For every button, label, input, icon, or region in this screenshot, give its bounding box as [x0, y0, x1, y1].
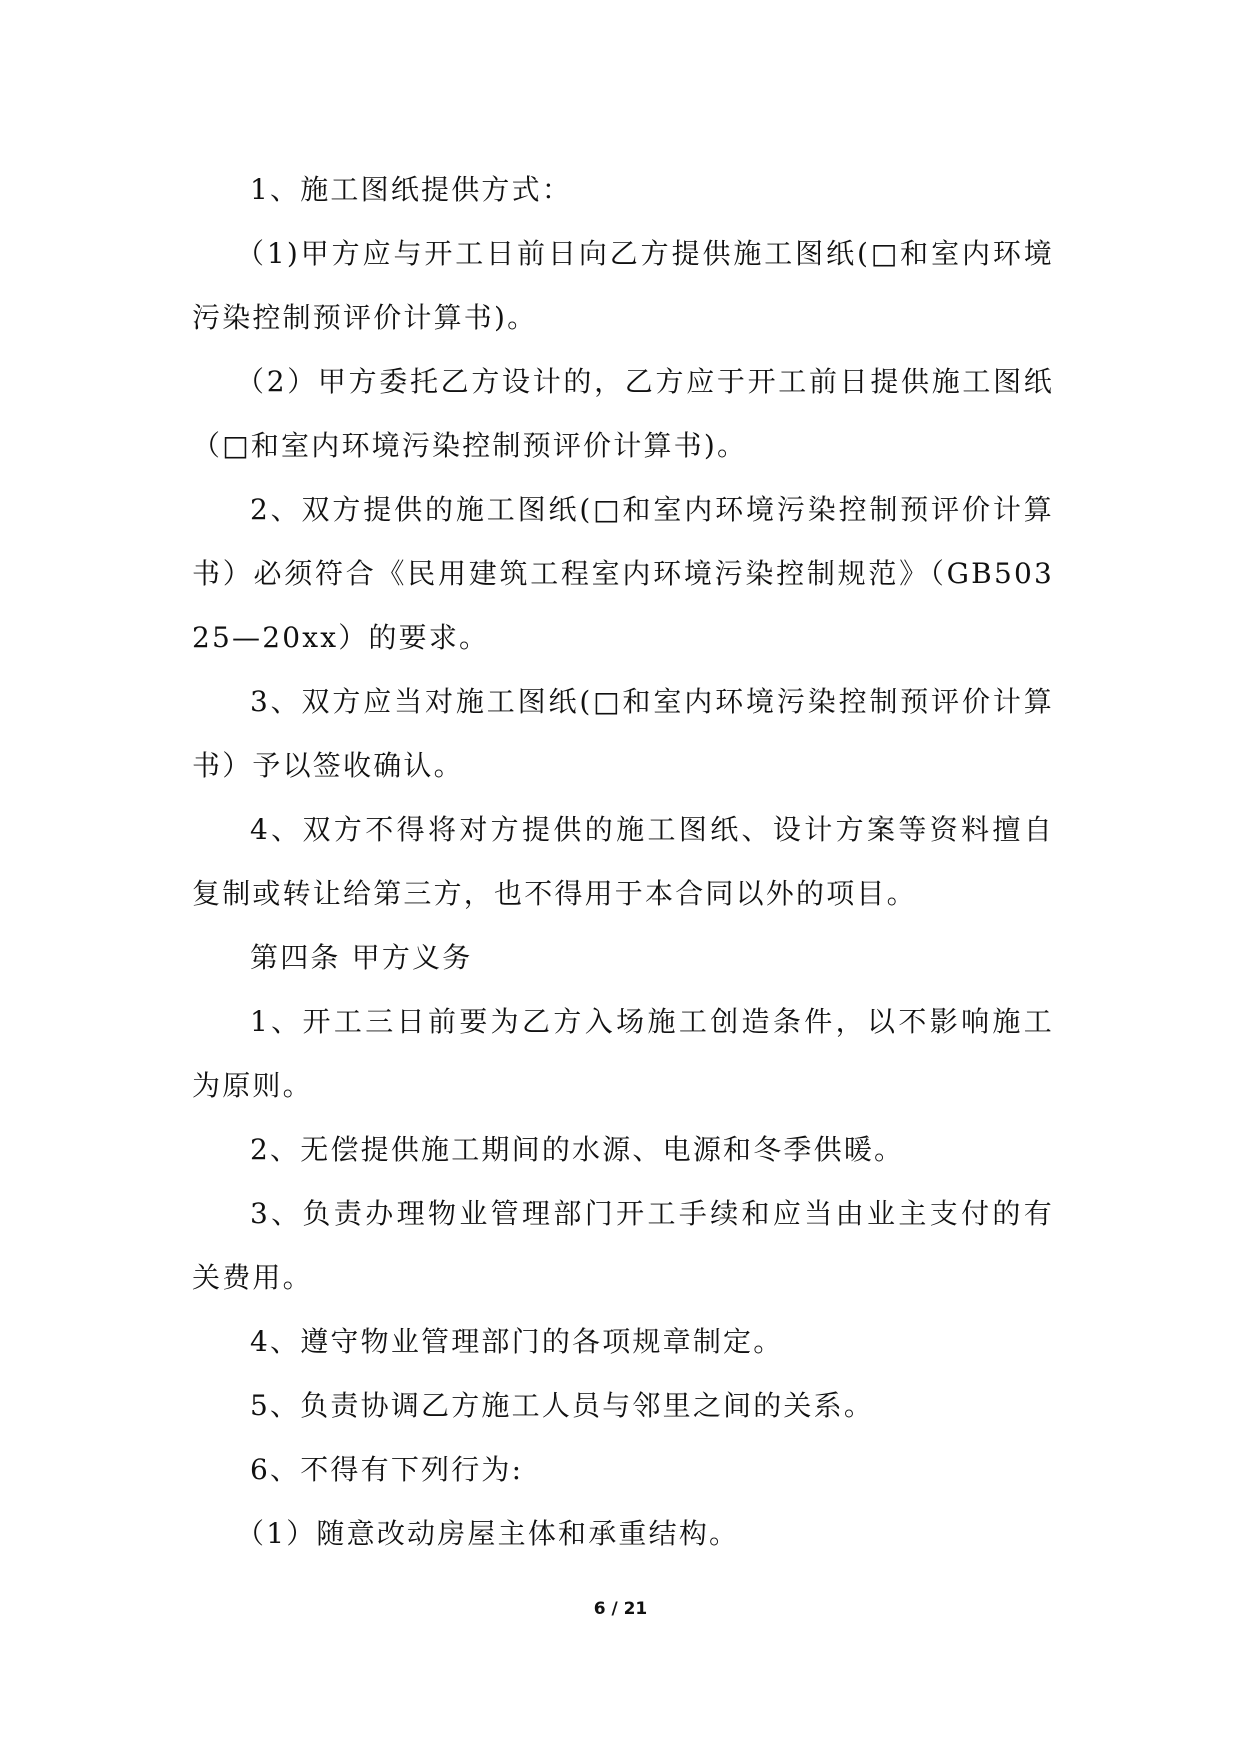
paragraph-obligation-6: 6、不得有下列行为: — [250, 1453, 524, 1486]
paragraph-drawing-confidentiality: 4、双方不得将对方提供的施工图纸、设计方案等资料擅自复制或转让给第三方，也不得用于本合同以外的项目。 — [192, 813, 1054, 910]
paragraph-drawing-method: 1、施工图纸提供方式： — [250, 173, 573, 206]
paragraph-prohibited-1: （1）随意改动房屋主体和承重结构。 — [236, 1517, 740, 1550]
paragraph-obligation-5: 5、负责协调乙方施工人员与邻里之间的关系。 — [250, 1389, 875, 1422]
paragraph-drawing-method-2: （2）甲方委托乙方设计的，乙方应于开工前日提供施工图纸（□和室内环境污染控制预评价计算书)。 — [192, 365, 1054, 462]
section-heading-party-a-obligations: 第四条 甲方义务 — [250, 941, 473, 974]
paragraph-obligation-1: 1、开工三日前要为乙方入场施工创造条件，以不影响施工为原则。 — [192, 1005, 1054, 1102]
paragraph-drawing-compliance: 2、双方提供的施工图纸(□和室内环境污染控制预评价计算书）必须符合《民用建筑工程室内环境污染控制规范》（GB50325—20xx）的要求。 — [192, 493, 1054, 654]
document-body — [192, 158, 1054, 1566]
page-number: 6 / 21 — [593, 1599, 648, 1619]
paragraph-drawing-signoff: 3、双方应当对施工图纸(□和室内环境污染控制预评价计算书）予以签收确认。 — [192, 685, 1054, 782]
paragraph-obligation-4: 4、遵守物业管理部门的各项规章制定。 — [250, 1325, 784, 1358]
paragraph-drawing-method-1: （1)甲方应与开工日前日向乙方提供施工图纸(□和室内环境污染控制预评价计算书)。 — [192, 237, 1054, 334]
paragraph-obligation-2: 2、无偿提供施工期间的水源、电源和冬季供暖。 — [250, 1133, 905, 1166]
paragraph-obligation-3: 3、负责办理物业管理部门开工手续和应当由业主支付的有关费用。 — [192, 1197, 1054, 1294]
